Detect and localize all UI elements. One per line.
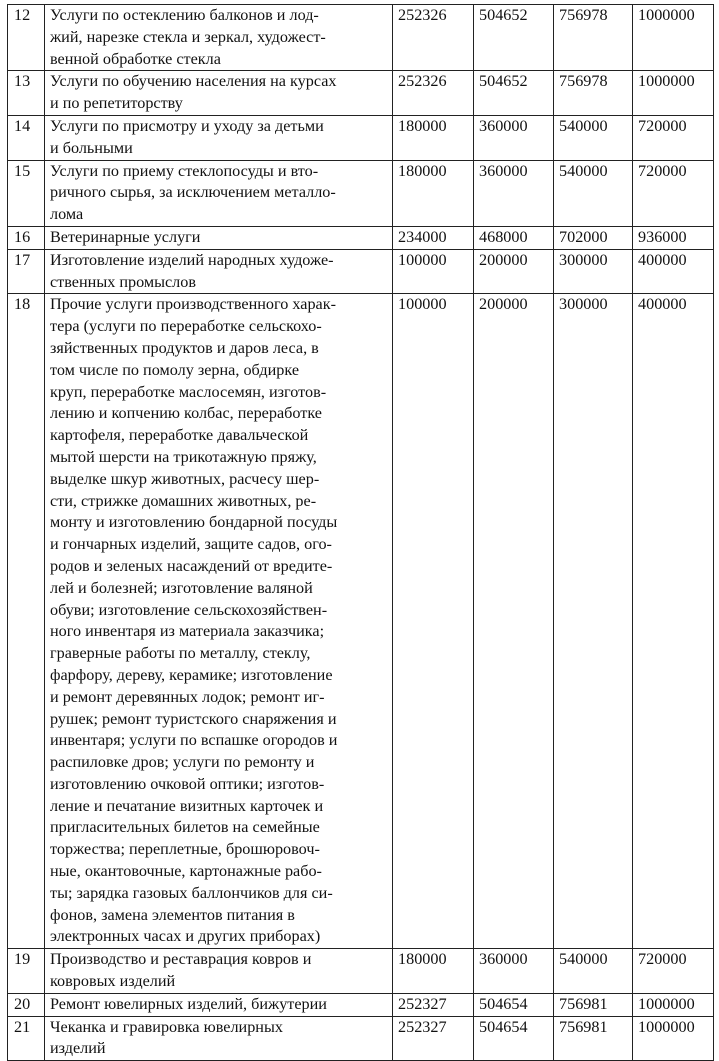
amount-column-4: 720000 <box>633 115 714 160</box>
amount-column-1: 252327 <box>393 1016 474 1061</box>
amount-column-2: 504652 <box>474 5 554 71</box>
description-line: Производство и реставрация ковров и <box>50 950 312 969</box>
amount-column-2: 200000 <box>474 294 554 949</box>
amount-column-3: 756981 <box>554 993 633 1016</box>
table-row <box>8 949 714 994</box>
table-row <box>8 115 714 160</box>
amount-column-2: 360000 <box>474 115 554 160</box>
amount-column-4: 400000 <box>633 249 714 294</box>
table-row <box>8 249 714 294</box>
description-line: Услуги по приему стеклопосуды и вто- <box>50 161 319 180</box>
amount-column-4: 1000000 <box>633 5 714 71</box>
description-line: сти, стрижке домашних животных, ре- <box>50 491 317 510</box>
amount-column-3: 540000 <box>554 115 633 160</box>
description-line: том числе по помолу зерна, обдирке <box>50 360 300 379</box>
description-line: пригласительных билетов на семейные <box>50 818 320 837</box>
table-row <box>8 294 714 949</box>
table-row <box>8 226 714 249</box>
row-number: 18 <box>8 294 45 949</box>
amount-column-4: 400000 <box>633 294 714 949</box>
amount-column-1: 234000 <box>393 226 474 249</box>
amount-column-4: 1000000 <box>633 71 714 116</box>
row-number: 13 <box>8 71 45 116</box>
description-line: круп, переработке маслосемян, изготов- <box>50 382 327 401</box>
description-line: Изготовление изделий народных художе- <box>50 250 334 269</box>
service-description <box>45 949 393 994</box>
row-number: 17 <box>8 249 45 294</box>
description-line: зяйственных продуктов и даров леса, в <box>50 338 319 357</box>
amount-column-3: 702000 <box>554 226 633 249</box>
description-line: Прочие услуги производственного харак- <box>50 295 336 314</box>
amount-column-4: 1000000 <box>633 1016 714 1061</box>
service-description <box>45 249 393 294</box>
description-line: инвентаря; услуги по вспашке огородов и <box>50 731 338 750</box>
description-line: картофеля, переработке давальческой <box>50 426 309 445</box>
description-line: монту и изготовлению бондарной посуды <box>50 513 338 532</box>
amount-column-4: 936000 <box>633 226 714 249</box>
description-line: ного инвентаря из материала заказчика; <box>50 622 325 641</box>
description-line: ление и печатание визитных карточек и <box>50 796 324 815</box>
table-row <box>8 5 714 71</box>
description-line: изделий <box>50 1039 106 1058</box>
amount-column-1: 252326 <box>393 5 474 71</box>
table-row <box>8 71 714 116</box>
description-line: граверные работы по металлу, стеклу, <box>50 644 311 663</box>
table-row <box>8 993 714 1016</box>
row-number: 15 <box>8 160 45 226</box>
amount-column-3: 756978 <box>554 71 633 116</box>
description-line: тера (услуги по переработке сельскохо- <box>50 317 322 336</box>
amount-column-4: 720000 <box>633 160 714 226</box>
description-line: рушек; ремонт туристского снаряжения и <box>50 709 337 728</box>
description-line: фонов, замена элементов питания в <box>50 905 295 924</box>
amount-column-3: 540000 <box>554 949 633 994</box>
description-line: ты; зарядка газовых баллончиков для си- <box>50 883 333 902</box>
row-number: 21 <box>8 1016 45 1061</box>
tax-rates-table <box>7 4 714 1061</box>
description-line: мытой шерсти на трикотажную пряжу, <box>50 447 317 466</box>
description-line: венной обработке стекла <box>50 49 221 68</box>
amount-column-1: 252327 <box>393 993 474 1016</box>
service-description <box>45 226 393 249</box>
amount-column-2: 360000 <box>474 949 554 994</box>
amount-column-2: 360000 <box>474 160 554 226</box>
row-number: 12 <box>8 5 45 71</box>
amount-column-1: 180000 <box>393 115 474 160</box>
amount-column-1: 180000 <box>393 949 474 994</box>
row-number: 19 <box>8 949 45 994</box>
amount-column-3: 540000 <box>554 160 633 226</box>
row-number: 16 <box>8 226 45 249</box>
amount-column-1: 100000 <box>393 249 474 294</box>
service-description <box>45 160 393 226</box>
description-line: обуви; изготовление сельскохозяйствен- <box>50 600 328 619</box>
description-line: изготовлению очковой оптики; изготов- <box>50 774 325 793</box>
description-line: лома <box>50 205 84 224</box>
amount-column-1: 252326 <box>393 71 474 116</box>
amount-column-3: 300000 <box>554 294 633 949</box>
description-line: Услуги по обучению населения на курсах <box>50 72 337 91</box>
amount-column-4: 720000 <box>633 949 714 994</box>
description-line: ные, окантовочные, картонажные рабо- <box>50 862 322 881</box>
row-number: 20 <box>8 993 45 1016</box>
description-line: Услуги по остеклению балконов и лод- <box>50 6 319 24</box>
description-line: выделке шкур животных, расчесу шер- <box>50 469 320 488</box>
amount-column-1: 180000 <box>393 160 474 226</box>
amount-column-2: 504654 <box>474 1016 554 1061</box>
amount-column-4: 1000000 <box>633 993 714 1016</box>
description-line: электронных часах и других приборах) <box>50 927 321 946</box>
amount-column-2: 200000 <box>474 249 554 294</box>
description-line: жий, нарезке стекла и зеркал, художест- <box>50 27 326 46</box>
description-line: Услуги по присмотру и уходу за детьми <box>50 116 324 135</box>
row-number: 14 <box>8 115 45 160</box>
description-line: и больными <box>50 138 133 157</box>
amount-column-3: 756978 <box>554 5 633 71</box>
description-line: распиловке дров; услуги по ремонту и <box>50 753 315 772</box>
description-line: торжества; переплетные, брошюровоч- <box>50 840 320 859</box>
amount-column-2: 504654 <box>474 993 554 1016</box>
service-description <box>45 115 393 160</box>
description-line: и по репетиторству <box>50 94 183 113</box>
description-line: лей и болезней; изготовление валяной <box>50 578 313 597</box>
description-line: и ремонт деревянных лодок; ремонт иг- <box>50 687 325 706</box>
amount-column-3: 756981 <box>554 1016 633 1061</box>
service-description <box>45 71 393 116</box>
table-body <box>8 5 714 1061</box>
description-line: лению и копчению колбас, переработке <box>50 404 322 423</box>
description-line: и гончарных изделий, защите садов, ого- <box>50 535 332 554</box>
table-row <box>8 1016 714 1061</box>
amount-column-1: 100000 <box>393 294 474 949</box>
description-line: ричного сырья, за исключением металло- <box>50 183 336 202</box>
service-description <box>45 1016 393 1061</box>
description-line: родов и зеленых насаждений от вредите- <box>50 556 333 575</box>
table-row <box>8 160 714 226</box>
service-description <box>45 294 393 949</box>
description-line: Чеканка и гравировка ювелирных <box>50 1017 283 1036</box>
description-line: ственных промыслов <box>50 272 196 291</box>
service-description <box>45 993 393 1016</box>
amount-column-3: 300000 <box>554 249 633 294</box>
amount-column-2: 468000 <box>474 226 554 249</box>
description-line: фарфору, дереву, керамике; изготовление <box>50 665 333 684</box>
description-line: Ветеринарные услуги <box>50 227 201 246</box>
description-line: Ремонт ювелирных изделий, бижутерии <box>50 994 327 1013</box>
amount-column-2: 504652 <box>474 71 554 116</box>
service-description <box>45 5 393 71</box>
description-line: ковровых изделий <box>50 972 176 991</box>
